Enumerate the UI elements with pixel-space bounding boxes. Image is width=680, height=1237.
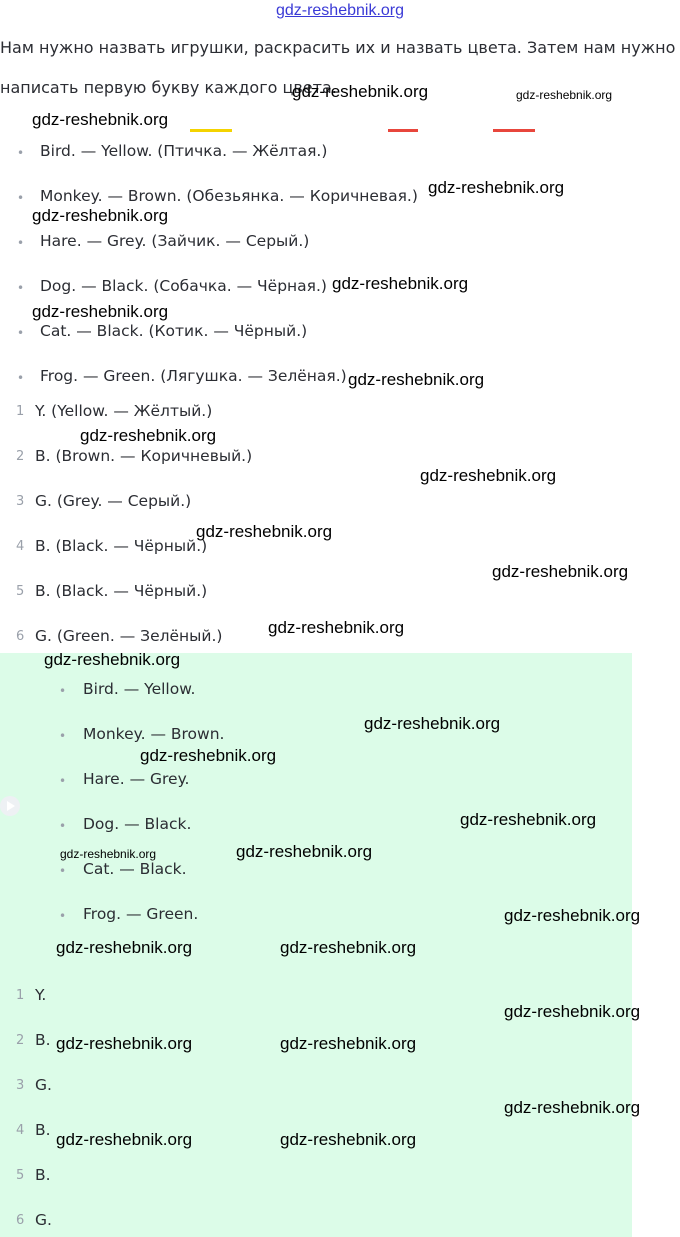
list-number: 3 — [16, 494, 25, 509]
watermark: gdz-reshebnik.org — [348, 370, 485, 389]
watermark: gdz-reshebnik.org — [492, 562, 629, 581]
list-number: 2 — [16, 449, 25, 464]
list-item: B. — [35, 1166, 51, 1184]
list-item: Frog. — Green. (Лягушка. — Зелёная.) — [40, 367, 347, 385]
watermark: gdz-reshebnik.org — [428, 178, 565, 197]
list-number: 3 — [16, 1078, 25, 1093]
list-item: Y. (Yellow. — Жёлтый.) — [35, 402, 213, 420]
watermark: gdz-reshebnik.org — [60, 847, 157, 861]
task-intro: Нам нужно назвать игрушки, раскрасить их и назвать цвета. Затем нам нужно написать первую букву каждого цвета. — [0, 38, 676, 97]
list-item: Hare. — Grey. — [83, 770, 190, 788]
watermark: gdz-reshebnik.org — [32, 302, 169, 321]
site-link[interactable]: gdz-reshebnik.org — [275, 2, 405, 19]
list-item: B. (Brown. — Коричневый.) — [35, 447, 253, 465]
bullet-icon: • — [17, 371, 25, 385]
watermark: gdz-reshebnik.org — [280, 1034, 417, 1053]
list-number: 4 — [16, 539, 25, 554]
bullet-icon: • — [59, 864, 67, 878]
list-item: G. — [35, 1076, 52, 1094]
color-strip-red — [388, 129, 418, 132]
list-item: Cat. — Black. — [83, 860, 187, 878]
list-item: G. (Grey. — Серый.) — [35, 492, 192, 510]
watermark: gdz-reshebnik.org — [268, 618, 405, 637]
watermark: gdz-reshebnik.org — [420, 466, 557, 485]
watermark: gdz-reshebnik.org — [280, 1130, 417, 1149]
list-number: 5 — [16, 1168, 25, 1183]
list-item: G. (Green. — Зелёный.) — [35, 627, 223, 645]
watermark: gdz-reshebnik.org — [292, 82, 429, 101]
list-item: B. (Black. — Чёрный.) — [35, 537, 208, 555]
list-item: Bird. — Yellow. — [83, 680, 196, 698]
list-item: Monkey. — Brown. — [83, 725, 225, 743]
list-item: G. — [35, 1211, 52, 1229]
list-item: Dog. — Black. (Собачка. — Чёрная.) — [40, 277, 327, 295]
list-number: 2 — [16, 1033, 25, 1048]
watermark: gdz-reshebnik.org — [32, 206, 169, 225]
watermark: gdz-reshebnik.org — [140, 746, 277, 765]
list-number: 1 — [16, 404, 25, 419]
watermark: gdz-reshebnik.org — [516, 88, 613, 102]
list-item: Hare. — Grey. (Зайчик. — Серый.) — [40, 232, 310, 250]
bullet-icon: • — [17, 146, 25, 160]
list-item: Dog. — Black. — [83, 815, 192, 833]
color-strip-yellow — [190, 129, 232, 132]
watermark: gdz-reshebnik.org — [80, 426, 217, 445]
bullet-icon: • — [59, 909, 67, 923]
watermark: gdz-reshebnik.org — [280, 938, 417, 957]
list-item: B. — [35, 1031, 51, 1049]
list-item: Cat. — Black. (Котик. — Чёрный.) — [40, 322, 308, 340]
watermark: gdz-reshebnik.org — [32, 110, 169, 129]
list-number: 5 — [16, 584, 25, 599]
watermark: gdz-reshebnik.org — [44, 650, 181, 669]
list-number: 1 — [16, 988, 25, 1003]
watermark: gdz-reshebnik.org — [504, 1002, 641, 1021]
watermark: gdz-reshebnik.org — [56, 938, 193, 957]
play-icon[interactable] — [0, 796, 20, 816]
watermark: gdz-reshebnik.org — [504, 906, 641, 925]
list-number: 6 — [16, 1213, 25, 1228]
bullet-icon: • — [59, 729, 67, 743]
list-item: Monkey. — Brown. (Обезьянка. — Коричневая.) — [40, 187, 418, 205]
watermark: gdz-reshebnik.org — [56, 1130, 193, 1149]
watermark: gdz-reshebnik.org — [332, 274, 469, 293]
bullet-icon: • — [17, 191, 25, 205]
bullet-icon: • — [17, 236, 25, 250]
list-item: Y. — [35, 986, 47, 1004]
bullet-icon: • — [59, 684, 67, 698]
bullet-icon: • — [17, 326, 25, 340]
list-number: 6 — [16, 629, 25, 644]
bullet-icon: • — [59, 819, 67, 833]
watermark: gdz-reshebnik.org — [460, 810, 597, 829]
list-item: Frog. — Green. — [83, 905, 199, 923]
bullet-icon: • — [17, 281, 25, 295]
watermark: gdz-reshebnik.org — [196, 522, 333, 541]
list-item: B. (Black. — Чёрный.) — [35, 582, 208, 600]
color-strip-red — [493, 129, 535, 132]
bullet-icon: • — [59, 774, 67, 788]
list-item: B. — [35, 1121, 51, 1139]
watermark: gdz-reshebnik.org — [504, 1098, 641, 1117]
watermark: gdz-reshebnik.org — [364, 714, 501, 733]
list-number: 4 — [16, 1123, 25, 1138]
list-item: Bird. — Yellow. (Птичка. — Жёлтая.) — [40, 142, 328, 160]
watermark: gdz-reshebnik.org — [236, 842, 373, 861]
watermark: gdz-reshebnik.org — [56, 1034, 193, 1053]
